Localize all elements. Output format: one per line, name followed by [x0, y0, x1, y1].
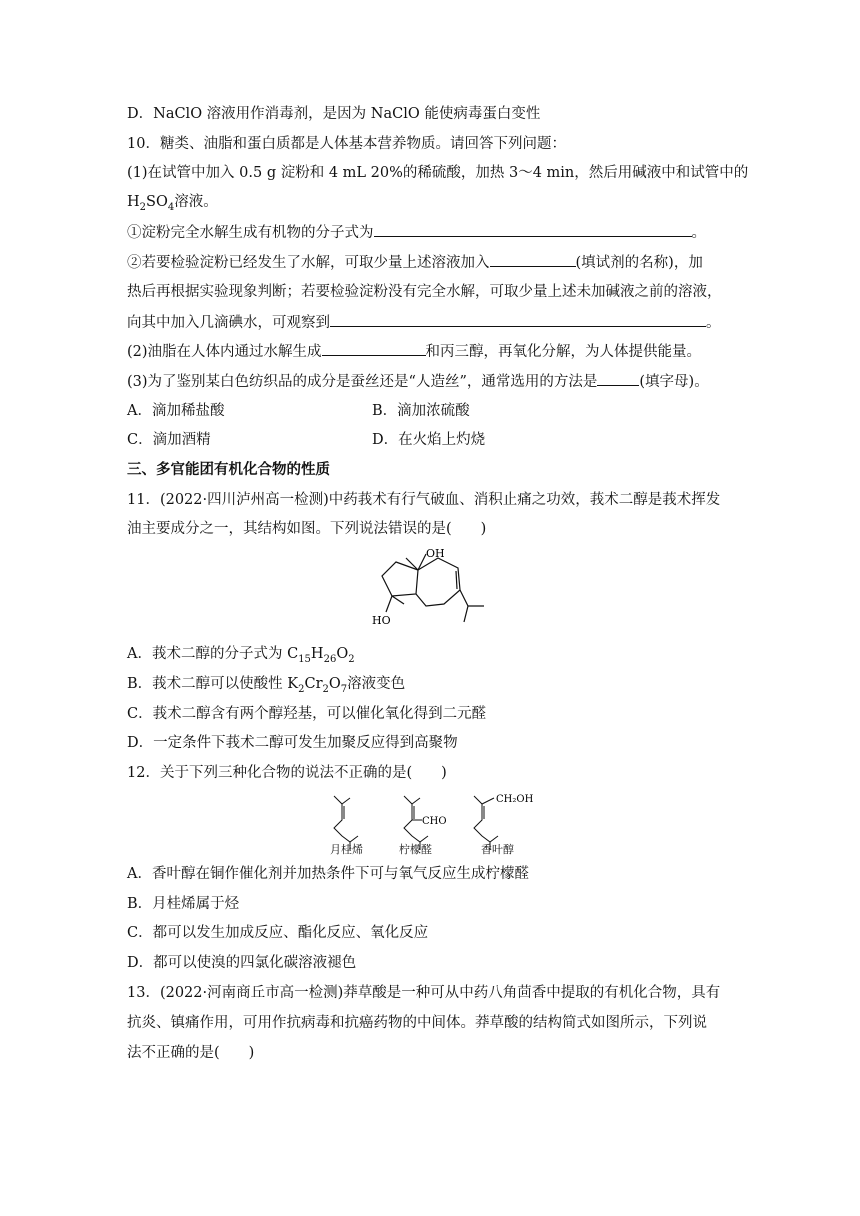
q12-stem: 12．关于下列三种化合物的说法不正确的是( ) [127, 765, 447, 781]
q10-part2 [127, 341, 701, 362]
answer-blank[interactable] [597, 371, 639, 386]
q12-option-b: B．月桂烯属于烃 [127, 896, 240, 912]
subscript: 2 [348, 653, 355, 665]
q12-option-d: D．都可以使溴的四氯化碳溶液褪色 [127, 955, 357, 971]
subscript: 2 [139, 201, 147, 213]
text: 。 [706, 315, 721, 331]
q12-name-geraniol: 香叶醇 [481, 843, 514, 856]
subscript: 15 [298, 653, 311, 665]
q12-option-c: C．都可以发生加成反应、酯化反应、氧化反应 [127, 925, 429, 941]
subscript: 2 [298, 683, 305, 695]
q11-option-a [127, 644, 355, 664]
text: B．莪术二醇可以使酸性 K [127, 676, 299, 692]
text: 。 [691, 225, 706, 241]
q10-option-c: C．滴加酒精 [127, 432, 211, 448]
formula-h: H [127, 194, 140, 210]
subscript: 7 [340, 683, 348, 695]
q10-option-a: A．滴加稀盐酸 [127, 403, 225, 419]
q10-part3 [127, 371, 709, 392]
text: 向其中加入几滴碘水，可观察到 [127, 315, 330, 331]
q12-name-myrcene: 月桂烯 [330, 843, 363, 856]
text: H [310, 646, 324, 662]
q11-option-c: C．莪术二醇含有两个醇羟基，可以催化氧化得到二元醛 [127, 706, 487, 722]
q10-part1-line1: (1)在试管中加入 0.5 g 淀粉和 4 mL 20%的稀硫酸，加热 3～4 min，然后用碱液中和试管中的 [127, 165, 749, 181]
section-heading: 三、多官能团有机化合物的性质 [127, 462, 330, 478]
text: (填字母)。 [639, 374, 709, 390]
q11-option-b [127, 674, 405, 694]
q12-option-a: A．香叶醇在铜作催化剂并加热条件下可与氧气反应生成柠檬醛 [127, 866, 529, 882]
q12-name-citral: 柠檬醛 [399, 843, 432, 856]
answer-blank[interactable] [374, 222, 692, 237]
text: (填试剂的名称)，加 [575, 255, 703, 271]
ho-label: HO [372, 614, 391, 627]
q11-structure-diagram [360, 540, 510, 630]
answer-blank[interactable] [490, 252, 576, 267]
text: 和丙三醇，再氧化分解，为人体提供能量。 [425, 344, 702, 360]
q11-option-d: D．一定条件下莪术二醇可发生加聚反应得到高聚物 [127, 735, 458, 751]
ch2oh-label: CH₂OH [496, 794, 534, 805]
answer-blank[interactable] [330, 312, 706, 327]
text: (2)油脂在人体内通过水解生成 [127, 344, 322, 360]
q10-option-b: B．滴加浓硫酸 [372, 403, 470, 419]
subscript: 4 [167, 201, 175, 213]
subscript: 2 [322, 683, 329, 695]
text: 溶液变色 [347, 676, 406, 692]
formula-so: SO [146, 194, 168, 210]
q11-stem-line1: 11．(2022·四川泸州高一检测)中药莪术有行气破血、消积止痛之功效，莪术二醇是莪术挥发 [127, 492, 721, 508]
q13-stem-line2: 抗炎、镇痛作用，可用作抗病毒和抗癌药物的中间体。莽草酸的结构简式如图所示，下列说 [127, 1015, 707, 1031]
text: ②若要检验淀粉已经发生了水解，可取少量上述溶液加入 [127, 255, 490, 271]
q10-part1-line2 [127, 192, 218, 212]
text: 溶液。 [174, 194, 218, 210]
q10-circle2-line2: 热后再根据实验现象判断；若要检验淀粉没有完全水解，可取少量上述未加碱液之前的溶液， [127, 284, 722, 300]
q11-stem-line2: 油主要成分之一，其结构如图。下列说法错误的是( ) [127, 521, 487, 537]
q10-circle1 [127, 222, 706, 243]
text: A．莪术二醇的分子式为 C [127, 646, 299, 662]
q10-stem: 10．糖类、油脂和蛋白质都是人体基本营养物质。请回答下列问题： [127, 136, 566, 152]
text: O [336, 646, 349, 662]
q10-option-d: D．在火焰上灼烧 [372, 432, 486, 448]
text: ①淀粉完全水解生成有机物的分子式为 [127, 225, 374, 241]
answer-blank[interactable] [322, 341, 426, 356]
q10-circle2-line1 [127, 252, 703, 273]
text: (3)为了鉴别某白色纺织品的成分是蚕丝还是“人造丝”，通常选用的方法是 [127, 374, 598, 390]
q13-stem-line3: 法不正确的是( ) [127, 1045, 255, 1061]
cho-label: CHO [422, 816, 447, 827]
q9-option-d: D．NaClO 溶液用作消毒剂，是因为 NaClO 能使病毒蛋白变性 [127, 106, 541, 122]
q13-stem-line1: 13．(2022·河南商丘市高一检测)莽草酸是一种可从中药八角茴香中提取的有机化合物，具有 [127, 985, 721, 1001]
text: O [328, 676, 341, 692]
subscript: 26 [323, 653, 337, 665]
text: Cr [304, 676, 323, 692]
oh-label: OH [426, 547, 445, 560]
q10-circle2-line3 [127, 312, 721, 333]
